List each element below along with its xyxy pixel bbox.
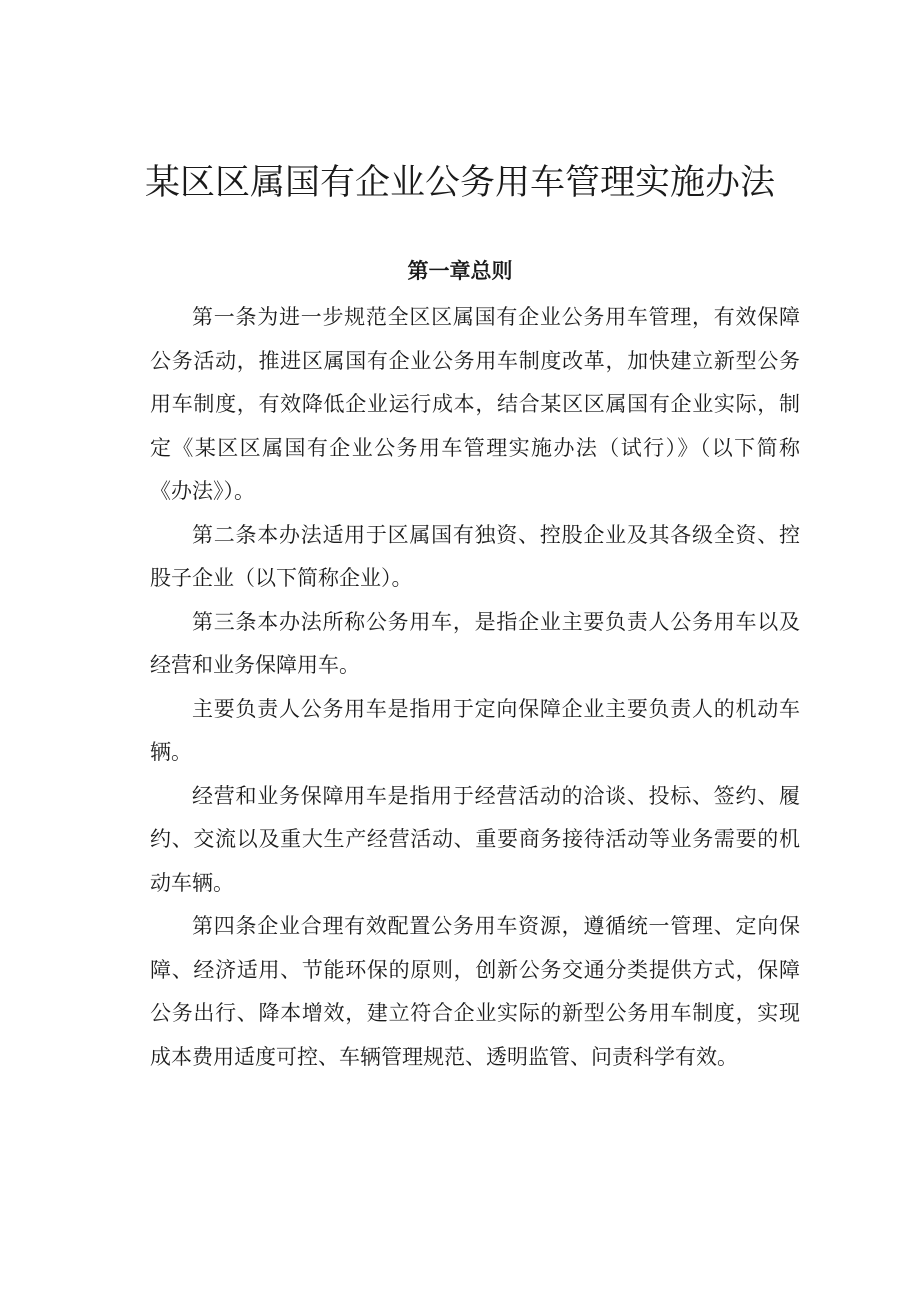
paragraph-business-vehicle-definition: 经营和业务保障用车是指用于经营活动的洽谈、投标、签约、履约、交流以及重大生产经营活动、重要商务接待活动等业务需要的机动车辆。	[150, 783, 800, 895]
paragraph-article-1: 第一条为进一步规范全区区属国有企业公务用车管理，有效保障公务活动，推进区属国有企业公务用车制度改革，加快建立新型公务用车制度，有效降低企业运行成本，结合某区区属国有企业实际，制定《某区区属国有企业公务用车管理实施办法（试行）》（以下简称《办法》）。	[150, 305, 800, 503]
document-body	[150, 296, 800, 1079]
document-title: 某区区属国有企业公务用车管理实施办法	[144, 163, 775, 203]
paragraph-article-3: 第三条本办法所称公务用车，是指企业主要负责人公务用车以及经营和业务保障用车。	[150, 609, 800, 677]
paragraph-article-4: 第四条企业合理有效配置公务用车资源，遵循统一管理、定向保障、经济适用、节能环保的原则，创新公务交通分类提供方式，保障公务出行、降本增效，建立符合企业实际的新型公务用车制度，实现成本费用适度可控、车辆管理规范、透明监管、问责科学有效。	[150, 914, 800, 1069]
paragraph-article-2: 第二条本办法适用于区属国有独资、控股企业及其各级全资、控股子企业（以下简称企业）。	[150, 522, 800, 590]
chapter-heading: 第一章总则	[407, 259, 513, 283]
paragraph-leader-vehicle-definition: 主要负责人公务用车是指用于定向保障企业主要负责人的机动车辆。	[150, 696, 800, 764]
